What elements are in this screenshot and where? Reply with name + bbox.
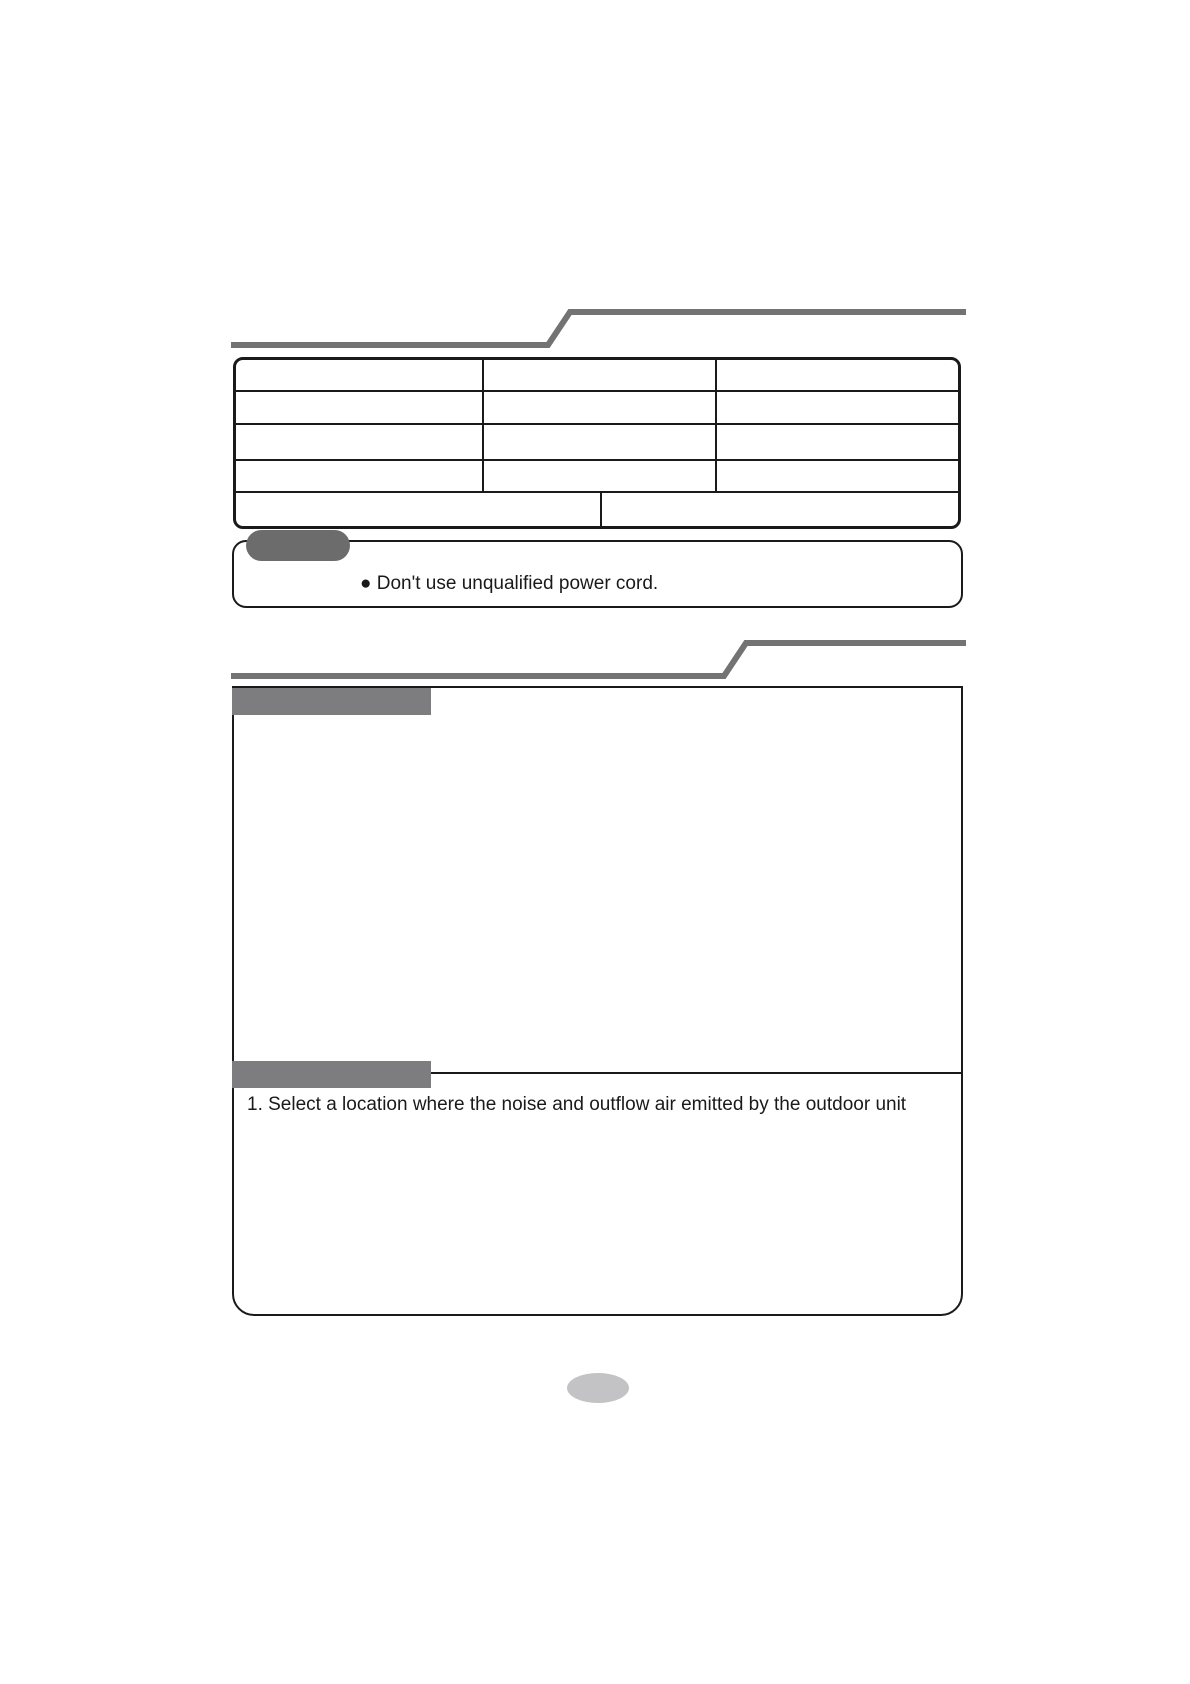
table-cell (717, 360, 958, 392)
table-cell (602, 493, 958, 526)
table-cell (717, 392, 958, 425)
section-header-rule-middle (231, 643, 966, 676)
spec-table (233, 357, 961, 529)
table-row (236, 360, 958, 392)
location-item-1: 1. Select a location where the noise and outflow air emitted by the outdoor unit (247, 1094, 907, 1115)
outdoor-section-bar (232, 1061, 431, 1088)
notice-label-pill (246, 530, 350, 561)
table-row (236, 425, 958, 461)
table-cell (484, 461, 717, 493)
indoor-section-bar (232, 688, 431, 715)
notice-text: ● Don't use unqualified power cord. (360, 573, 659, 594)
table-last-row-wrapper (236, 493, 958, 526)
table-row (236, 392, 958, 425)
table-cell (484, 425, 717, 461)
table-cell (236, 392, 484, 425)
table-cell (717, 461, 958, 493)
table-cell (484, 360, 717, 392)
installation-box (232, 686, 963, 1316)
table-cell (236, 360, 484, 392)
table-row (236, 493, 958, 526)
table-cell (236, 493, 602, 526)
section-header-rule-top (231, 312, 966, 345)
table-cell (717, 425, 958, 461)
table-row (236, 461, 958, 493)
table-cell (236, 461, 484, 493)
table-cell (236, 425, 484, 461)
table-last-row (236, 493, 958, 526)
table-cell (484, 392, 717, 425)
page-number-badge (567, 1373, 629, 1403)
